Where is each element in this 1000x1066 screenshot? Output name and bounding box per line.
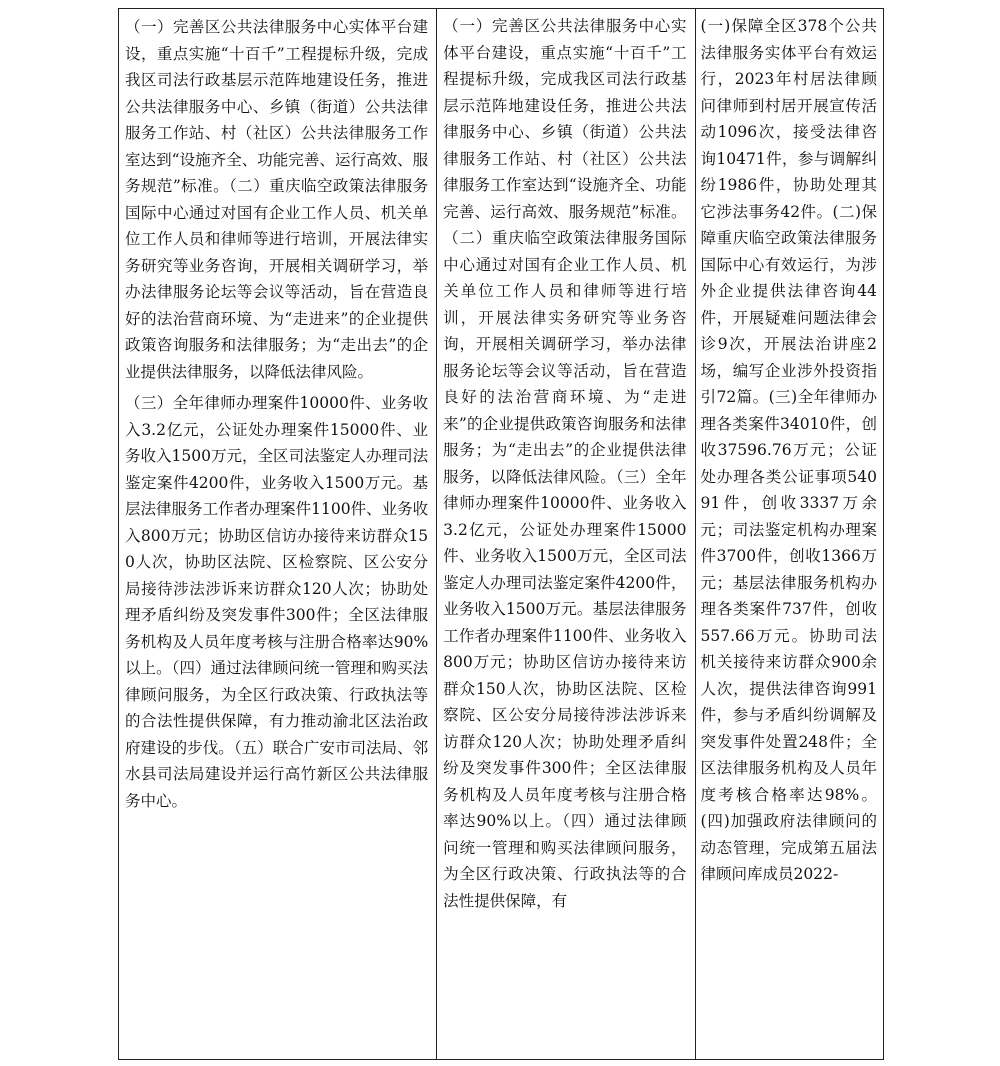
table — [118, 8, 884, 1060]
table-cell-completion — [695, 9, 884, 1059]
cell-paragraph: （一）完善区公共法律服务中心实体平台建设，重点实施“十百千”工程提标升级，完成我区司法行政基层示范阵地建设任务，推进公共法律服务中心、乡镇（街道）公共法律服务工作站、村（社区）公共法律服务工作室达到“设施齐全、功能完善、运行高效、服务规范”标准。（二）重庆临空政策法律服务国际中心通过对国有企业工作人员、机关单位工作人员和律师等进行培训，开展法律实务研究等业务咨询，开展相关调研学习，举办法律服务论坛等会议等活动，旨在营造良好的法治营商环境、为“走进来”的企业提供政策咨询服务和法律服务；为“走出去”的企业提供法律服务，以降低法律风险。 — [125, 18, 429, 381]
cell-paragraph: （一）完善区公共法律服务中心实体平台建设，重点实施“十百千”工程提标升级，完成我区司法行政基层示范阵地建设任务，推进公共法律服务中心、乡镇（街道）公共法律服务工作站、村（社区）公共法律服务工作室达到“设施齐全、功能完善、运行高效、服务规范”标准。（二）重庆临空政策法律服务国际中心通过对国有企业工作人员、机关单位工作人员和律师等进行培训，开展法律实务研究等业务咨询，开展相关调研学习，举办法律服务论坛等会议等活动，旨在营造良好的法治营商环境、为“走进来”的企业提供政策咨询服务和法律服务；为“走出去”的企业提供法律服务，以降低法律风险。（三）全年律师办理案件10000件、业务收入3.2亿元，公证处办理案件15000件、业务收入1500万元，全区司法鉴定人办理司法鉴定案件4200件，业务收入1500万元。基层法律服务工作者办理案件1100件、业务收入800万元；协助区信访办接待来访群众150人次，协助区法院、区检察院、区公安分局接待涉法涉诉来访群众120人次；协助处理矛盾纠纷及突发事件300件；全区法律服务机构及人员年度考核与注册合格率达90%以上。（四）通过法律顾问统一管理和购买法律顾问服务，为全区行政决策、行政执法等的合法性提供保障，有 — [443, 17, 687, 910]
cell-paragraph: (一)保障全区378个公共法律服务实体平台有效运行，2023年村居法律顾问律师到村居开展宣传活动1096次，接受法律咨询10471件，参与调解纠纷1986件，协助处理其它涉法事务42件。(二)保障重庆临空政策法律服务国际中心有效运行，为涉外企业提供法律咨询44件，开展疑难问题法律会诊9次，开展法治讲座2场，编写企业涉外投资指引72篇。(三)全年律师办理各类案件34010件，创收37596.76万元；公证处办理各类公证事项54091件，创收3337万余元；司法鉴定机构办理案件3700件，创收1366万元；基层法律服务机构办理各类案件737件，创收557.66万元。协助司法机关接待来访群众900余人次，提供法律咨询991件，参与矛盾纠纷调解及突发事件处置248件；全区法律服务机构及人员年度考核合格率达98%。(四)加强政府法律顾问的动态管理，完成第五届法律顾问库成员2022- — [700, 17, 878, 883]
table-cell-previous-plan — [119, 9, 436, 1059]
cell-paragraph: （三）全年律师办理案件10000件、业务收入3.2亿元，公证处办理案件15000件、业务收入1500万元，全区司法鉴定人办理司法鉴定案件4200件，业务收入1500万元。基层法律服务工作者办理案件1100件、业务收入800万元；协助区信访办接待来访群众150人次，协助区法院、区检察院、区公安分局接待涉法涉诉来访群众120人次；协助处理矛盾纠纷及突发事件300件；全区法律服务机构及人员年度考核与注册合格率达90%以上。（四）通过法律顾问统一管理和购买法律顾问服务，为全区行政决策、行政执法等的合法性提供保障，有力推动渝北区法治政府建设的步伐。（五）联合广安市司法局、邻水县司法局建设并运行高竹新区公共法律服务中心。 — [125, 394, 429, 810]
table-cell-plan — [436, 9, 694, 1059]
